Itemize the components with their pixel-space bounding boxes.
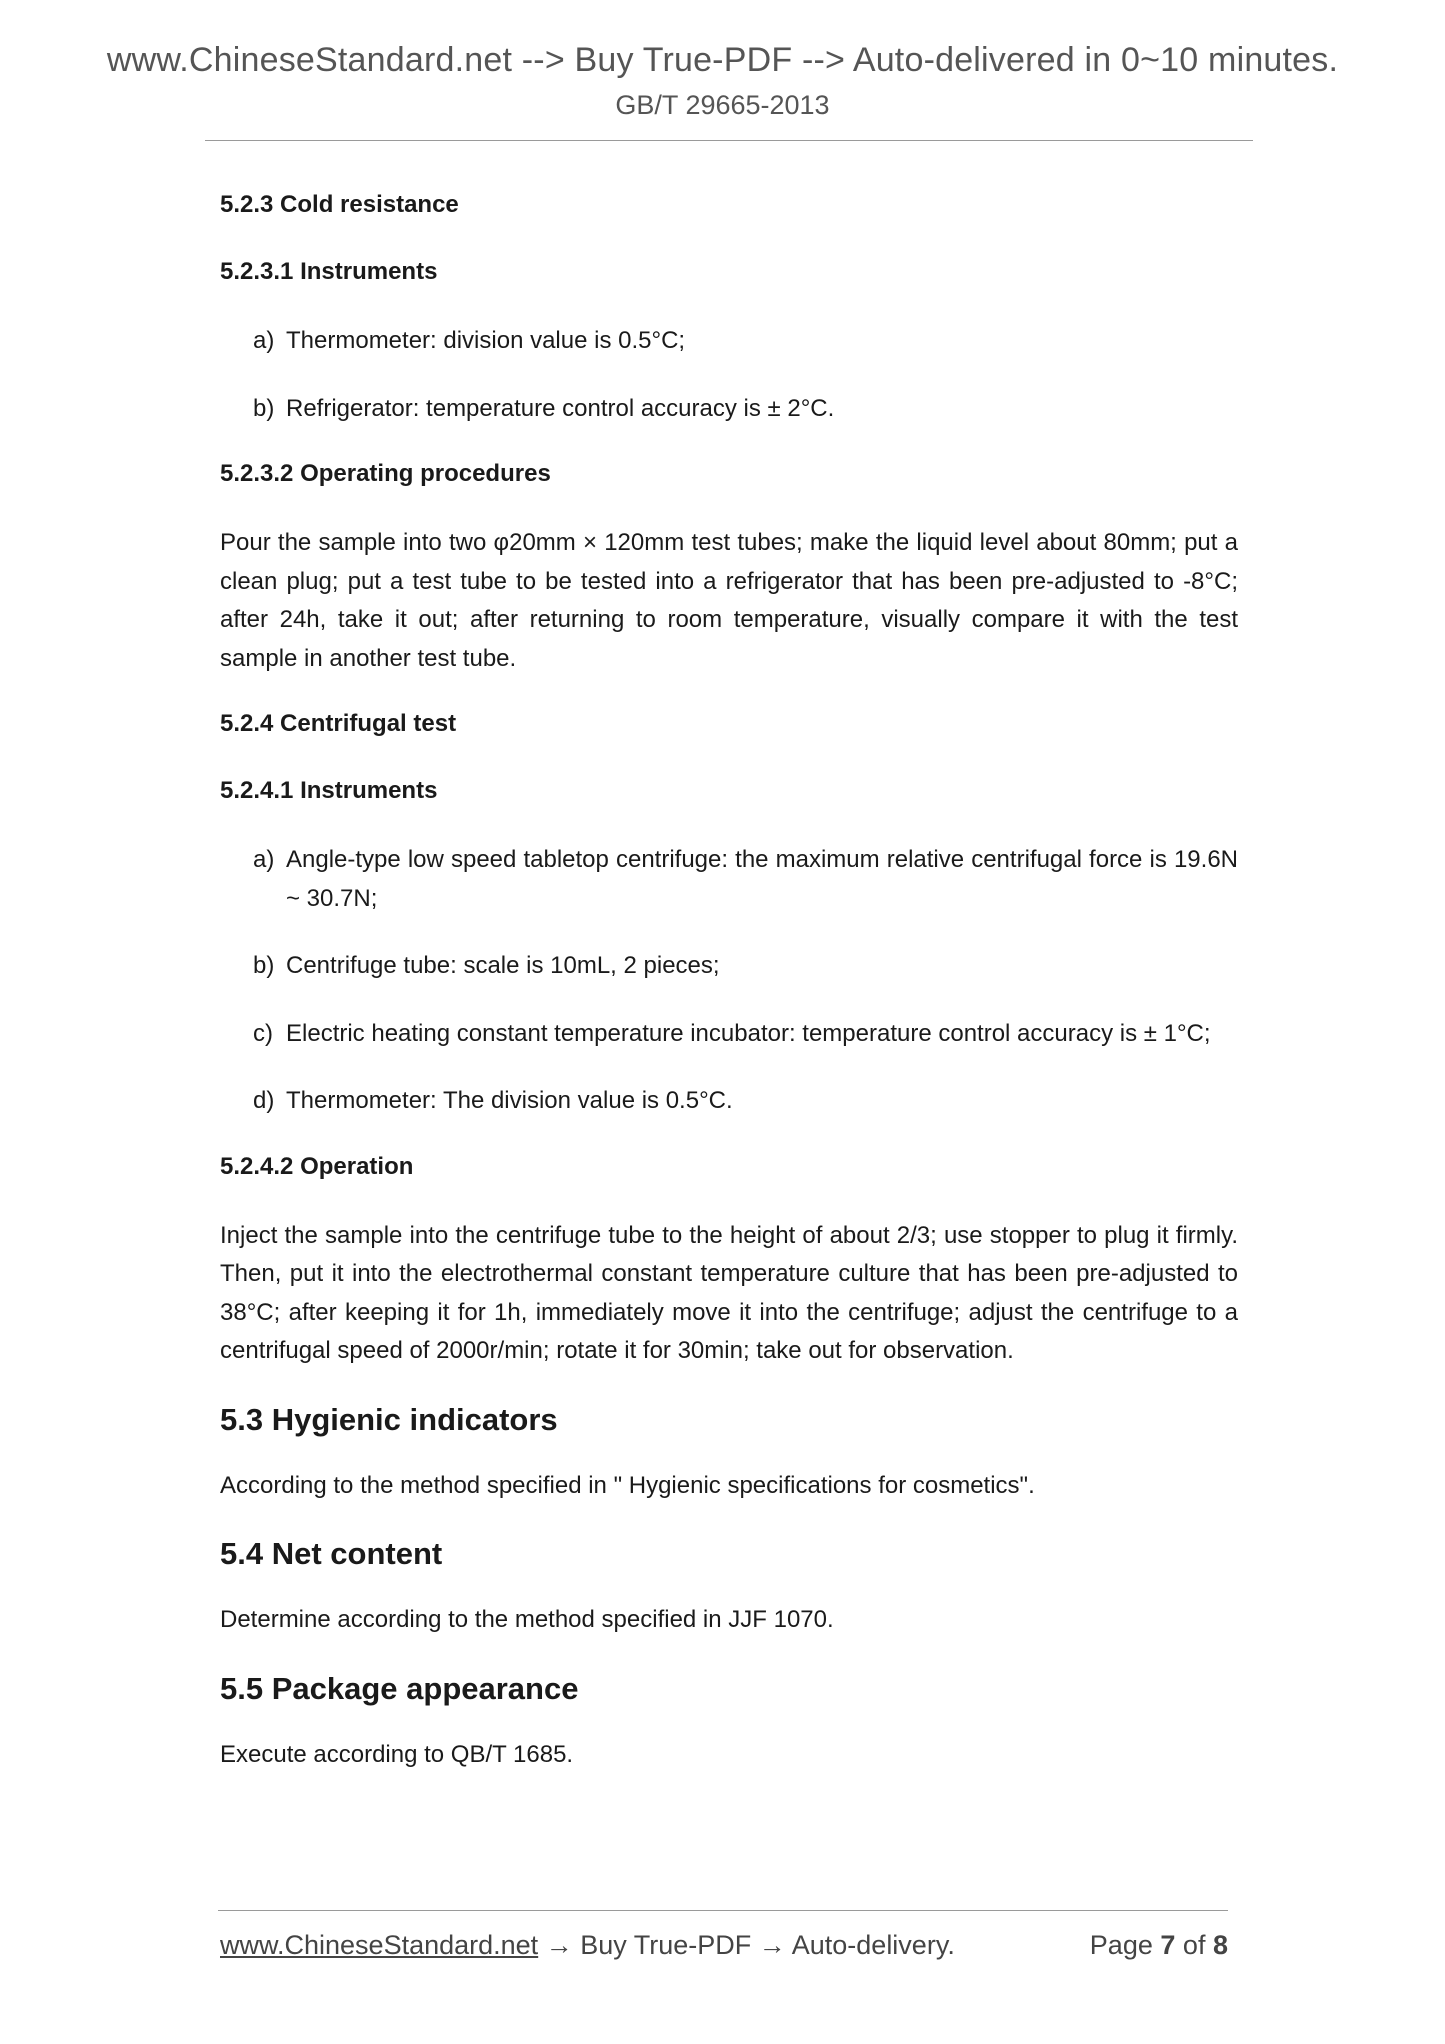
footer-promo [220,1925,955,1965]
list-item-text: Electric heating constant temperature incubator: temperature control accuracy is ± 1°C; [286,1019,1211,1047]
paragraph-net-content: Determine according to the method specified in JJF 1070. [220,1606,834,1633]
section-heading-5-2-4: 5.2.4 Centrifugal test [220,710,457,737]
list-marker: a) [253,846,275,873]
list-marker: a) [253,327,275,354]
list-item [220,1082,1238,1121]
section-heading-5-4: 5.4 Net content [220,1536,443,1571]
section-heading-5-2-3-2: 5.2.3.2 Operating procedures [220,460,551,487]
paragraph-hygienic-indicators: According to the method specified in " Hygienic specifications for cosmetics". [220,1471,1035,1499]
list-marker: d) [253,1087,275,1114]
page-label: Page [1089,1930,1153,1960]
footer-site-link[interactable]: www.ChineseStandard.net [220,1930,539,1960]
list-item-text: Refrigerator: temperature control accuracy is ± 2°C. [286,394,835,422]
footer-divider [218,1910,1228,1911]
list-item [220,390,1238,429]
section-heading-5-5: 5.5 Package appearance [220,1670,579,1706]
section-heading-5-2-3: 5.2.3 Cold resistance [220,191,459,218]
paragraph-operating-procedures: Pour the sample into two φ20mm × 120mm test tubes; make the liquid level about 80mm; put a clean plug; put a test tube to be tested into a refrigerator that has been pre-adjusted to -8°C; after 24h, take it out; after returning to room temperature, visually compare it with the test sample in another test tube. [220,529,1238,672]
list-item [220,947,1238,986]
header-divider [205,140,1253,141]
list-item [220,322,1238,361]
list-marker: c) [253,1019,273,1047]
page-footer [220,1925,1228,1965]
section-heading-5-2-4-2: 5.2.4.2 Operation [220,1152,414,1180]
list-item-text: Thermometer: The division value is 0.5°C. [286,1087,733,1114]
document-body [220,188,1238,1803]
page-header [0,38,1445,125]
section-heading-5-2-3-1: 5.2.3.1 Instruments [220,258,438,285]
page-number [1090,1925,1228,1965]
page-of-label: of [1182,1930,1206,1960]
list-item-text: Centrifuge tube: scale is 10mL, 2 pieces; [286,952,720,979]
header-banner: www.ChineseStandard.net --> Buy True-PDF --> Auto-delivered in 0~10 minutes. [106,41,1339,79]
footer-tagline: → Buy True-PDF → Auto-delivery. [538,1930,955,1960]
list-item [220,1015,1238,1054]
paragraph-package-appearance: Execute according to QB/T 1685. [220,1740,574,1768]
list-item-text: Thermometer: division value is 0.5°C; [286,327,686,354]
list-item [220,841,1238,918]
section-heading-5-2-4-1: 5.2.4.1 Instruments [220,777,438,804]
list-item-text: Angle-type low speed tabletop centrifuge: the maximum relative centrifugal force is 19.6N ~ 30.7N; [286,846,1238,912]
list-marker: b) [253,394,275,422]
document-code: GB/T 29665-2013 [615,90,830,120]
page-current: 7 [1160,1930,1176,1960]
list-marker: b) [253,952,275,979]
paragraph-operation: Inject the sample into the centrifuge tube to the height of about 2/3; use stopper to plug it firmly. Then, put it into the electrothermal constant temperature culture that has been pre-adjusted to 38°C; after keeping it for 1h, immediately move it into the centrifuge; adjust the centrifuge to a centrifugal speed of 2000r/min; rotate it for 30min; take out for observation. [220,1221,1238,1364]
page-total: 8 [1212,1930,1228,1960]
section-heading-5-3: 5.3 Hygienic indicators [220,1401,558,1437]
